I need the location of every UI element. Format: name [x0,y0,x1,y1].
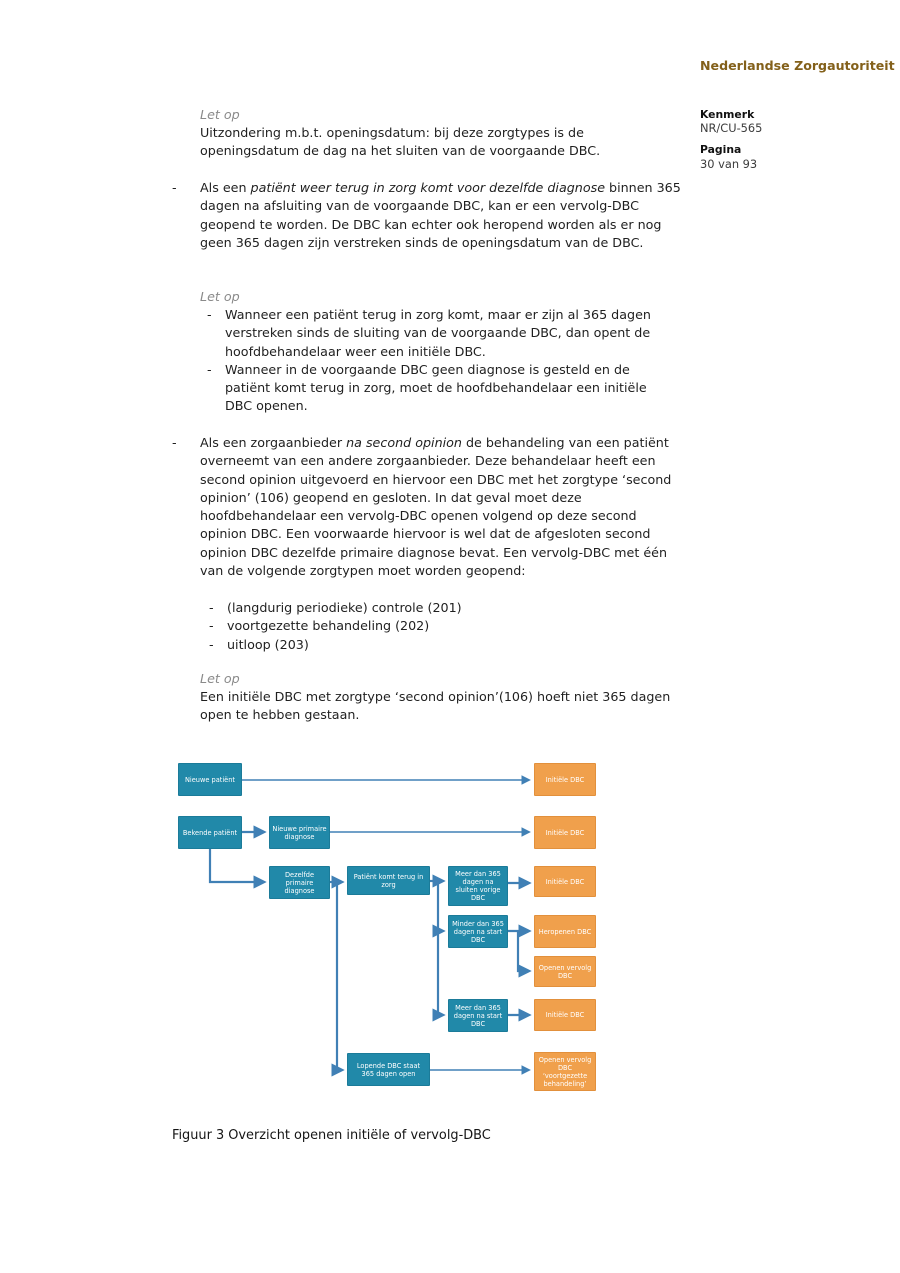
note1-text: Uitzondering m.b.t. openingsdatum: bij deze zorgtypes is de openingsdatum de dag na het sluiten van de voorgaande DBC. [200,125,601,159]
pagina-label: Pagina [700,143,742,156]
kenmerk-label: Kenmerk [700,108,755,121]
flow-node-label: Nieuwe patiënt [184,775,235,784]
kenmerk-value: NR/CU-565 [700,121,763,135]
flow-node-label: Nieuwe primaire diagnose [272,824,327,841]
note2-item-text: Wanneer in de voorgaande DBC geen diagnose is gesteld en de patiënt komt terug in zorg, moet de hoofdbehandelaar een initiële DBC openen. [225,361,647,414]
flow-node-openen-vervolg-dbc [534,956,596,987]
flow-node-bekende-patient [178,816,242,849]
flow-node-label: Initiële DBC [545,828,585,837]
zorgtype-item [209,599,675,617]
note3-text: Een initiële DBC met zorgtype ‘second opinion’(106) hoeft niet 365 dagen open te hebben gestaan. [200,689,671,723]
text-run-italic: patiënt weer terug in zorg komt voor dezelfde diagnose [250,180,606,195]
flow-node-label: Meer dan 365 dagen na sluiten vorige DBC [455,870,501,902]
flow-node-minder-dan-365-na-start-dbc [448,915,508,948]
flow-node-label: Minder dan 365 dagen na start DBC [452,919,504,944]
flow-node-patient-komt-terug-in-zorg [347,866,430,895]
text-run: Als een zorgaanbieder [200,435,347,450]
flow-node-nieuwe-patient [178,763,242,796]
flow-node-initiele-dbc-1 [534,763,596,796]
flow-node-nieuwe-primaire-diagnose [269,816,330,849]
bullet-dash: - [172,180,177,195]
flow-node-label: Openen vervolg DBC ‘voortgezette behandeling’ [538,1055,592,1088]
bullet-text [200,179,684,252]
text-run: de behandeling van een patiënt overneemt van een andere zorgaanbieder. Deze behandelaar heeft een second opinion uitgevoerd en hiervoor een DBC met het zorgtype ‘second opinion’ (106) geopend en gesloten. In dat geval moet deze hoofdbehandelaar een vervolg-DBC openen volgend op deze second opinion DBC. Een voorwaarde hiervoor is wel dat de afgesloten second opinion DBC dezelfde primaire diagnose bevat. Een vervolg-DBC met één van de volgende zorgtypen moet worden geopend: [200,435,672,579]
flow-node-label: Dezelfde primaire diagnose [284,870,315,895]
note2-list [207,306,673,416]
pagina-value: 30 van 93 [700,157,758,171]
text-run: Als een [200,180,251,195]
note2-title: Let op [200,289,240,304]
flow-node-label: Initiële DBC [545,877,585,886]
bullet-second-opinion [172,434,684,580]
flow-node-meer-dan-365-na-start-dbc [448,999,508,1032]
flow-node-openen-vervolg-dbc-voortgezette-behandeling [534,1052,596,1091]
flow-node-label: Bekende patiënt [182,828,238,837]
flow-node-heropenen-dbc [534,915,596,948]
flow-node-initiele-dbc-3 [534,866,596,897]
flow-node-label: Lopende DBC staat 365 dagen open [356,1061,421,1078]
bullet-dash: - [209,618,214,634]
flow-node-meer-dan-365-na-sluiten-vorige-dbc [448,866,508,906]
bullet-dash: - [207,361,212,377]
zorgtypen-list [209,599,675,654]
bullet-dash: - [209,600,214,615]
bullet-terug-in-zorg [172,179,684,252]
figure-caption: Figuur 3 Overzicht openen initiële of vervolg-DBC [172,1128,491,1143]
flow-node-label: Heropenen DBC [538,927,592,936]
text-run: binnen 365 dagen na afsluiting van de voorgaande DBC, kan er een vervolg-DBC geopend te worden. De DBC kan echter ook heropend worden als er nog geen 365 dagen zijn verstreken sinds de openingsdatum van de DBC. [200,180,681,250]
org-name: Nederlandse Zorgautoriteit [700,58,895,73]
note3-title: Let op [200,671,240,686]
flow-node-label: Patiënt komt terug in zorg [353,872,424,889]
flow-node-initiele-dbc-2 [534,816,596,849]
zorgtype-item-text: uitloop (203) [227,636,309,652]
flow-node-label: Openen vervolg DBC [538,963,592,980]
zorgtype-item [209,636,675,654]
note1-title: Let op [200,107,240,122]
zorgtype-item-text: (langdurig periodieke) controle (201) [227,600,462,615]
bullet-dash: - [172,435,177,450]
bullet-text [200,434,684,580]
bullet-dash: - [207,307,212,322]
flow-node-lopende-dbc-staat-365-dagen-open [347,1053,430,1086]
flow-node-label: Initiële DBC [545,775,585,784]
note2-item [207,361,673,416]
flow-node-initiele-dbc-4 [534,999,596,1031]
bullet-dash: - [209,636,214,652]
flow-node-label: Meer dan 365 dagen na start DBC [453,1003,503,1028]
flow-node-label: Initiële DBC [545,1011,585,1019]
zorgtype-item [209,617,675,635]
flow-node-dezelfde-primaire-diagnose [269,866,330,899]
note2-item-text: Wanneer een patiënt terug in zorg komt, maar er zijn al 365 dagen verstreken sinds de sluiting van de voorgaande DBC, dan opent de hoofdbehandelaar weer een initiële DBC. [225,307,651,359]
text-run-italic: na second opinion [346,435,462,450]
note2-item [207,306,673,361]
zorgtype-item-text: voortgezette behandeling (202) [227,618,430,634]
